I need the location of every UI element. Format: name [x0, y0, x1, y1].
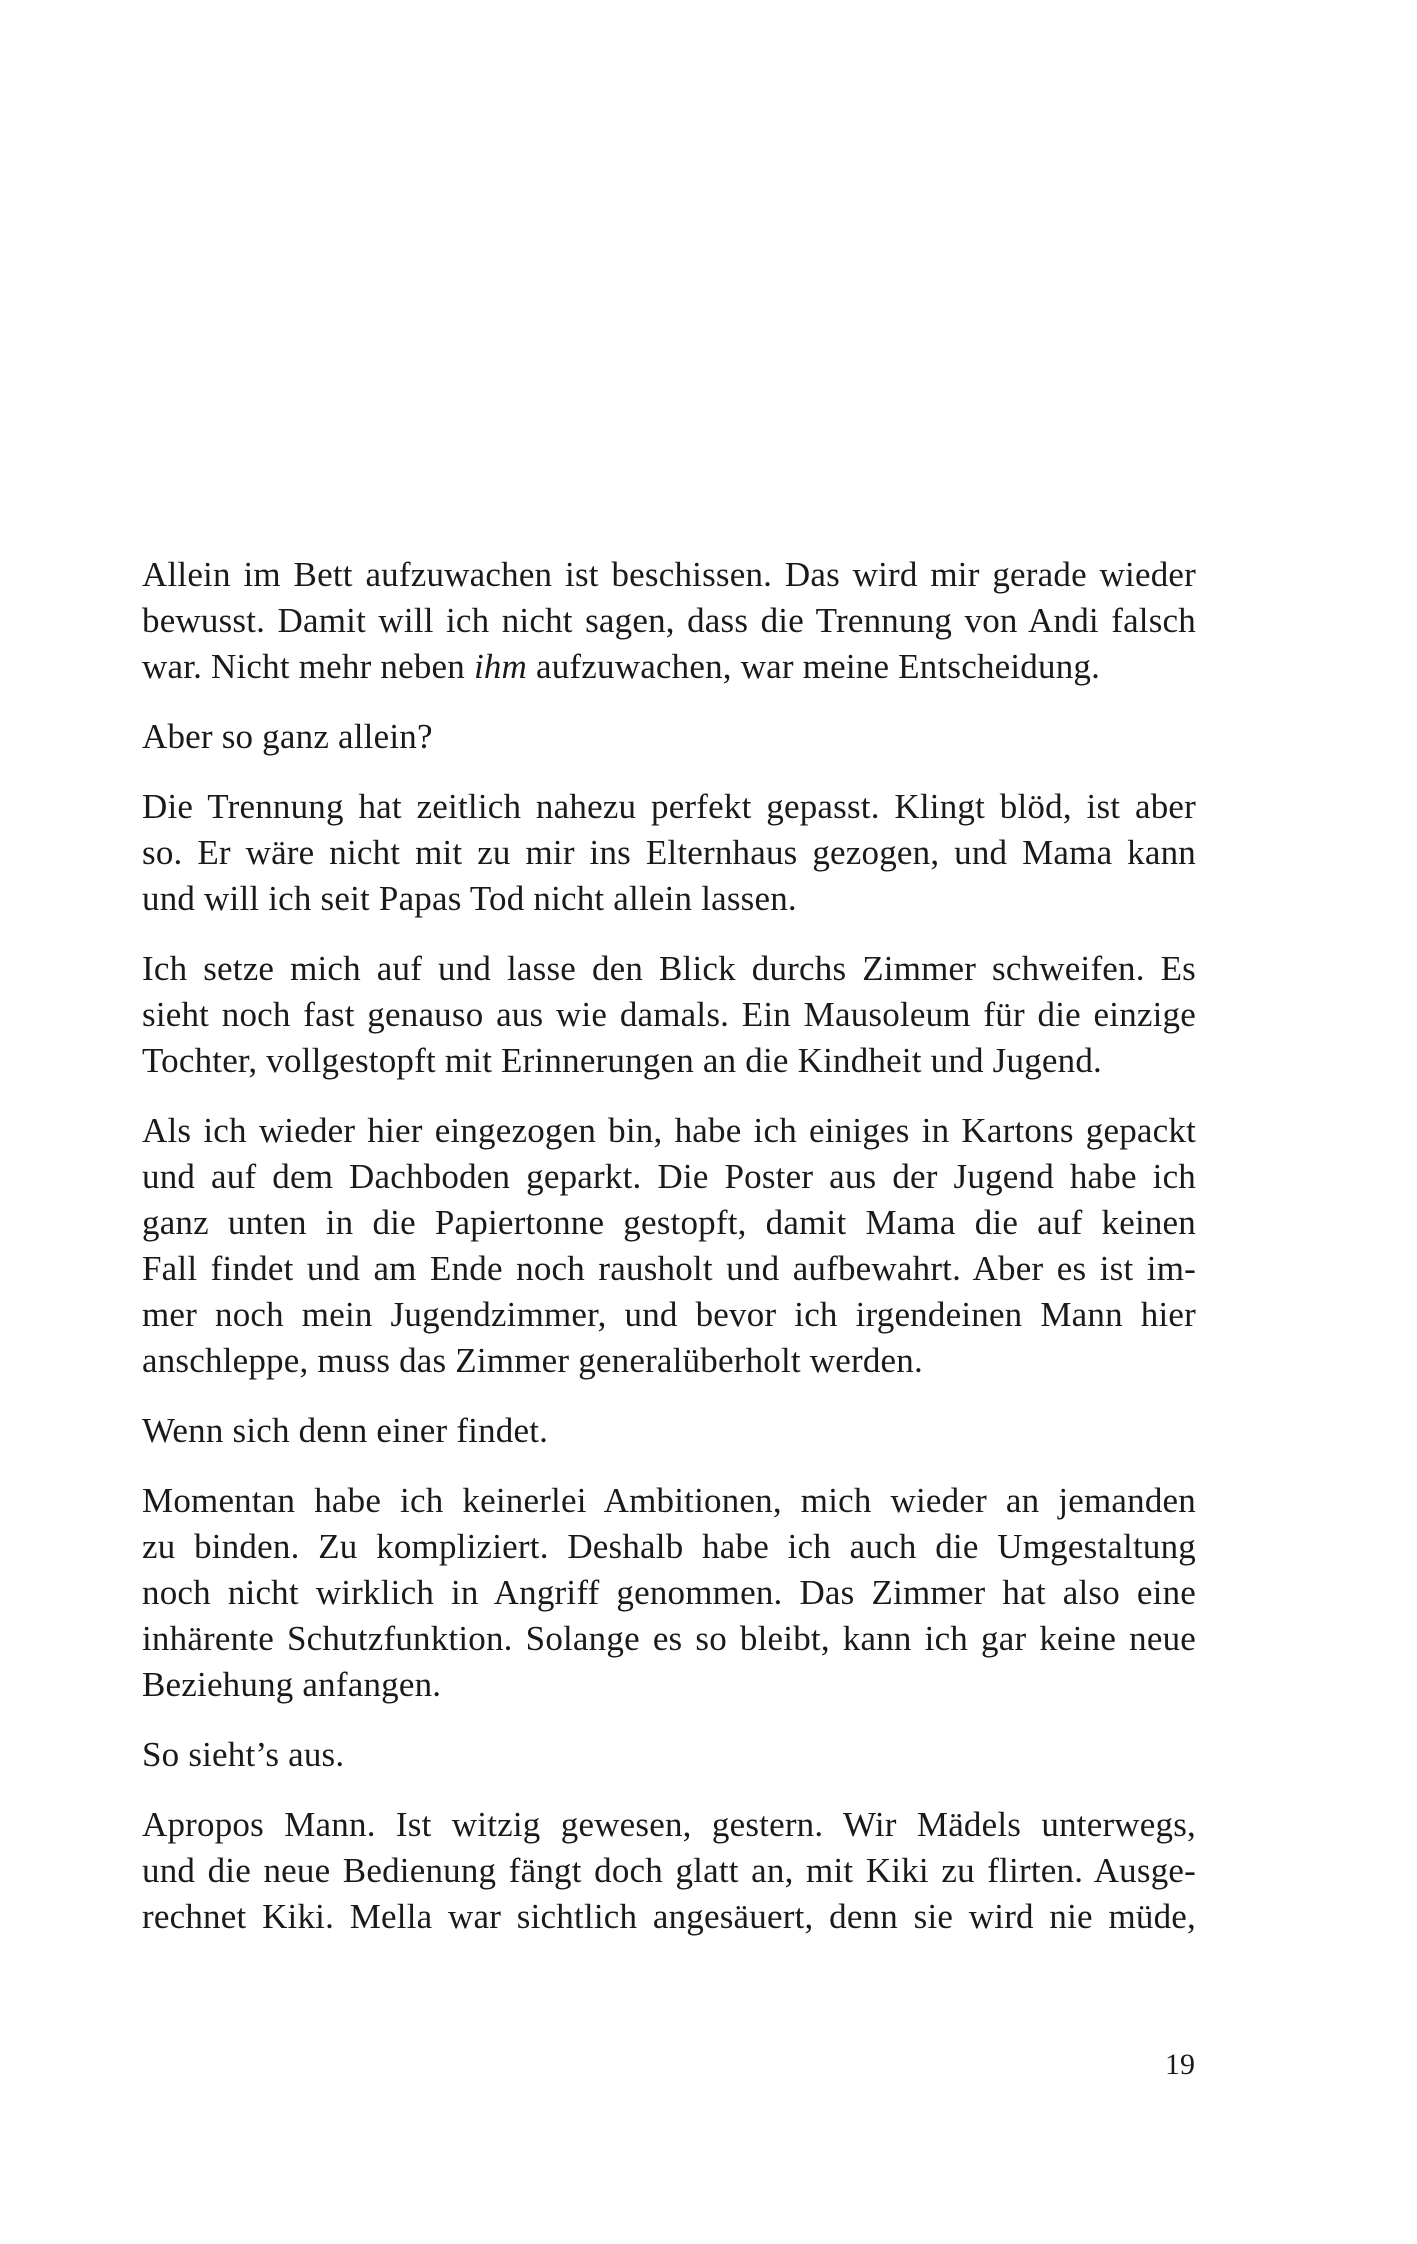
text-line: Beziehung anfangen.	[142, 1665, 442, 1704]
body-text	[142, 552, 1196, 1964]
text-line: zu binden. Zu kompliziert. Deshalb habe ich auch die Umgestaltung	[142, 1527, 1196, 1566]
text-line: Allein im Bett aufzuwachen ist beschissen. Das wird mir gerade wieder	[142, 555, 1196, 594]
text-line: Tochter, vollgestopft mit Erinnerungen an die Kindheit und Jugend.	[142, 1041, 1102, 1080]
text-line: sieht noch fast genauso aus wie damals. Ein Mausoleum für die einzige	[142, 995, 1196, 1034]
text-line: rechnet Kiki. Mella war sichtlich angesäuert, denn sie wird nie müde,	[142, 1897, 1196, 1936]
text-fragment: aufzuwachen, war meine Entscheidung.	[527, 647, 1101, 686]
text-line: Ich setze mich auf und lasse den Blick durchs Zimmer schweifen. Es	[142, 949, 1196, 988]
paragraph	[142, 552, 1196, 690]
emphasized-word: ihm	[473, 647, 528, 686]
text-line: und die neue Bedienung fängt doch glatt an, mit Kiki zu flirten. Ausge-	[142, 1851, 1196, 1890]
text-line: inhärente Schutzfunktion. Solange es so bleibt, kann ich gar keine neue	[142, 1619, 1196, 1658]
paragraph	[142, 1802, 1196, 1940]
paragraph	[142, 784, 1196, 922]
text-line: noch nicht wirklich in Angriff genommen. Das Zimmer hat also eine	[142, 1573, 1196, 1612]
paragraph	[142, 1108, 1196, 1384]
text-line: und auf dem Dachboden geparkt. Die Poster aus der Jugend habe ich	[142, 1157, 1196, 1196]
paragraph	[142, 946, 1196, 1084]
text-line: so. Er wäre nicht mit zu mir ins Elternhaus gezogen, und Mama kann	[142, 833, 1196, 872]
text-fragment: war. Nicht mehr neben	[142, 647, 474, 686]
paragraph	[142, 1478, 1196, 1708]
text-line: Momentan habe ich keinerlei Ambitionen, mich wieder an jemanden	[142, 1481, 1196, 1520]
text-line: anschleppe, muss das Zimmer generalüberholt werden.	[142, 1341, 923, 1380]
text-line: mer noch mein Jugendzimmer, und bevor ich irgendeinen Mann hier	[142, 1295, 1196, 1334]
text-line: ganz unten in die Papiertonne gestopft, damit Mama die auf keinen	[142, 1203, 1196, 1242]
text-line: Apropos Mann. Ist witzig gewesen, gestern. Wir Mädels unterwegs,	[142, 1805, 1196, 1844]
text-line: Wenn sich denn einer findet.	[142, 1411, 549, 1450]
text-line: Aber so ganz allein?	[142, 717, 433, 756]
text-line: und will ich seit Papas Tod nicht allein lassen.	[142, 879, 797, 918]
paragraph	[142, 1408, 1196, 1454]
text-line: Als ich wieder hier eingezogen bin, habe ich einiges in Kartons gepackt	[142, 1111, 1196, 1150]
text-line: Die Trennung hat zeitlich nahezu perfekt gepasst. Klingt blöd, ist aber	[142, 787, 1196, 826]
text-line: Fall findet und am Ende noch rausholt und aufbewahrt. Aber es ist im-	[142, 1249, 1196, 1288]
text-line: bewusst. Damit will ich nicht sagen, dass die Trennung von Andi falsch	[142, 601, 1196, 640]
paragraph	[142, 714, 1196, 760]
page-number: 19	[1165, 2048, 1195, 2081]
paragraph	[142, 1732, 1196, 1778]
text-line: So sieht’s aus.	[142, 1735, 345, 1774]
text-line	[142, 644, 1196, 690]
